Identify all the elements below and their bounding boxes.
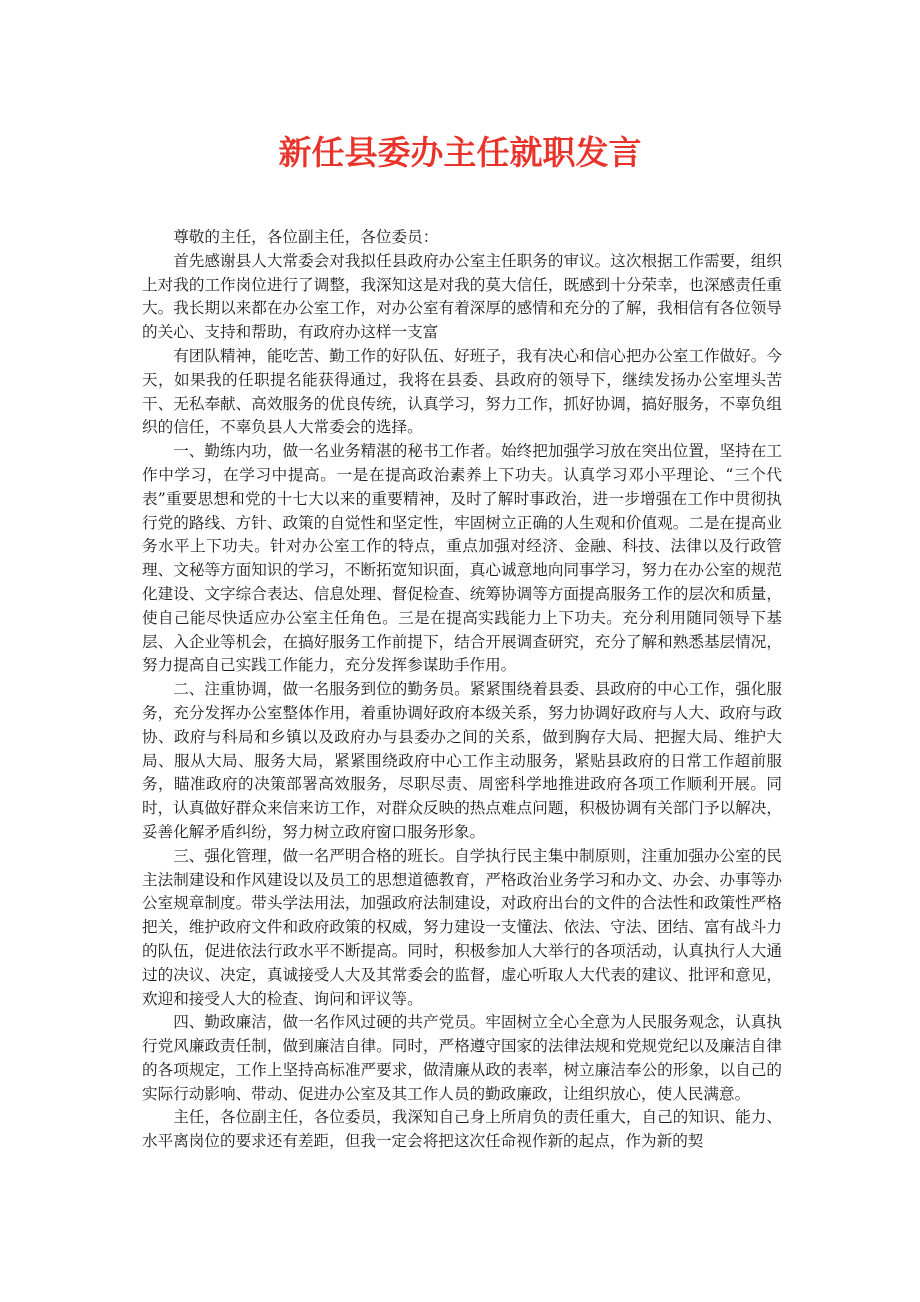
paragraph: 四、勤政廉洁，做一名作风过硬的共产党员。牢固树立全心全意为人民服务观念，认真执行党风廉政责任制，做到廉洁自律。同时，严格遵守国家的法律法规和党规党纪以及廉洁自律的各项规定，工作上坚持高标准严要求，做清廉从政的表率，树立廉洁奉公的形象，以自己的实际行动影响、带动、促进办公室及其工作人员的勤政廉政，让组织放心，使人民满意。	[142, 1013, 782, 1103]
paragraph: 三、强化管理，做一名严明合格的班长。自学执行民主集中制原则，注重加强办公室的民主法制建设和作风建设以及员工的思想道德教育，严格政治业务学习和办文、办会、办事等办公室规章制度。带头学法用法，加强政府法制建设，对政府出台的文件的合法性和政策性严格把关，维护政府文件和政府政策的权威，努力建设一支懂法、依法、守法、团结、富有战斗力的队伍，促进依法行政水平不断提高。同时，积极参加人大举行的各项活动，认真执行人大通过的决议、决定，真诚接受人大及其常委会的监督，虚心听取人大代表的建议、批评和意见，欢迎和接受人大的检查、询问和评议等。	[142, 846, 782, 1008]
paragraph: 首先感谢县人大常委会对我拟任县政府办公室主任职务的审议。这次根据工作需要，组织上对我的工作岗位进行了调整，我深知这是对我的莫大信任，既感到十分荣幸，也深感责任重大。我长期以来都在办公室工作，对办公室有着深厚的感情和充分的了解，我相信有各位领导的关心、支持和帮助，有政府办这样一支富	[142, 251, 782, 342]
paragraph: 一、勤练内功，做一名业务精湛的秘书工作者。始终把加强学习放在突出位置，坚持在工作中学习，在学习中提高。一是在提高政治素养上下功夫。认真学习邓小平理论、“三个代表”重要思想和党的十七大以来的重要精神，及时了解时事政治，进一步增强在工作中贯彻执行党的路线、方针、政策的自觉性和坚定性，牢固树立正确的人生观和价值观。二是在提高业务水平上下功夫。针对办公室工作的特点，重点加强对经济、金融、科技、法律以及行政管理、文秘等方面知识的学习，不断拓宽知识面，真心诚意地向同事学习，努力在办公室的规范化建设、文字综合表达、信息处理、督促检查、统筹协调等方面提高服务工作的层次和质量，使自己能尽快适应办公室主任角色。三是在提高实践能力上下功夫。充分利用随同领导下基层、入企业等机会，在搞好服务工作前提下，结合开展调查研究，充分了解和熟悉基层情况，努力提高自己实践工作能力，充分发挥参谋助手作用。	[142, 442, 782, 675]
paragraph: 二、注重协调，做一名服务到位的勤务员。紧紧围绕着县委、县政府的中心工作，强化服务，充分发挥办公室整体作用，着重协调好政府本级关系，努力协调好政府与人大、政府与政协、政府与科局和乡镇以及政府办与县委办之间的关系，做到胸存大局、把握大局、维护大局、服从大局、服务大局，紧紧围绕政府中心工作主动服务，紧贴县政府的日常工作超前服务，瞄准政府的决策部署高效服务，尽职尽责、周密科学地推进政府各项工作顺利开展。同时，认真做好群众来信来访工作，对群众反映的热点难点问题，积极协调有关部门予以解决，妥善化解矛盾纠纷，努力树立政府窗口服务形象。	[142, 680, 782, 841]
paragraph: 有团队精神，能吃苦、勤工作的好队伍、好班子，我有决心和信心把办公室工作做好。今天，如果我的任职提名能获得通过，我将在县委、县政府的领导下，继续发扬办公室埋头苦干、无私奉献、高效服务的优良传统，认真学习，努力工作，抓好协调，搞好服务，不辜负组织的信任，不辜负县人大常委会的选择。	[142, 346, 782, 437]
paragraph: 主任，各位副主任，各位委员，我深知自己身上所肩负的责任重大，自己的知识、能力、水平离岗位的要求还有差距，但我一定会将把这次任命视作新的起点，作为新的契	[142, 1108, 782, 1151]
document-body	[142, 226, 782, 1154]
document-title: 新任县委办主任就职发言	[278, 133, 642, 172]
salutation: 尊敬的主任，各位副主任，各位委员：	[173, 228, 439, 246]
